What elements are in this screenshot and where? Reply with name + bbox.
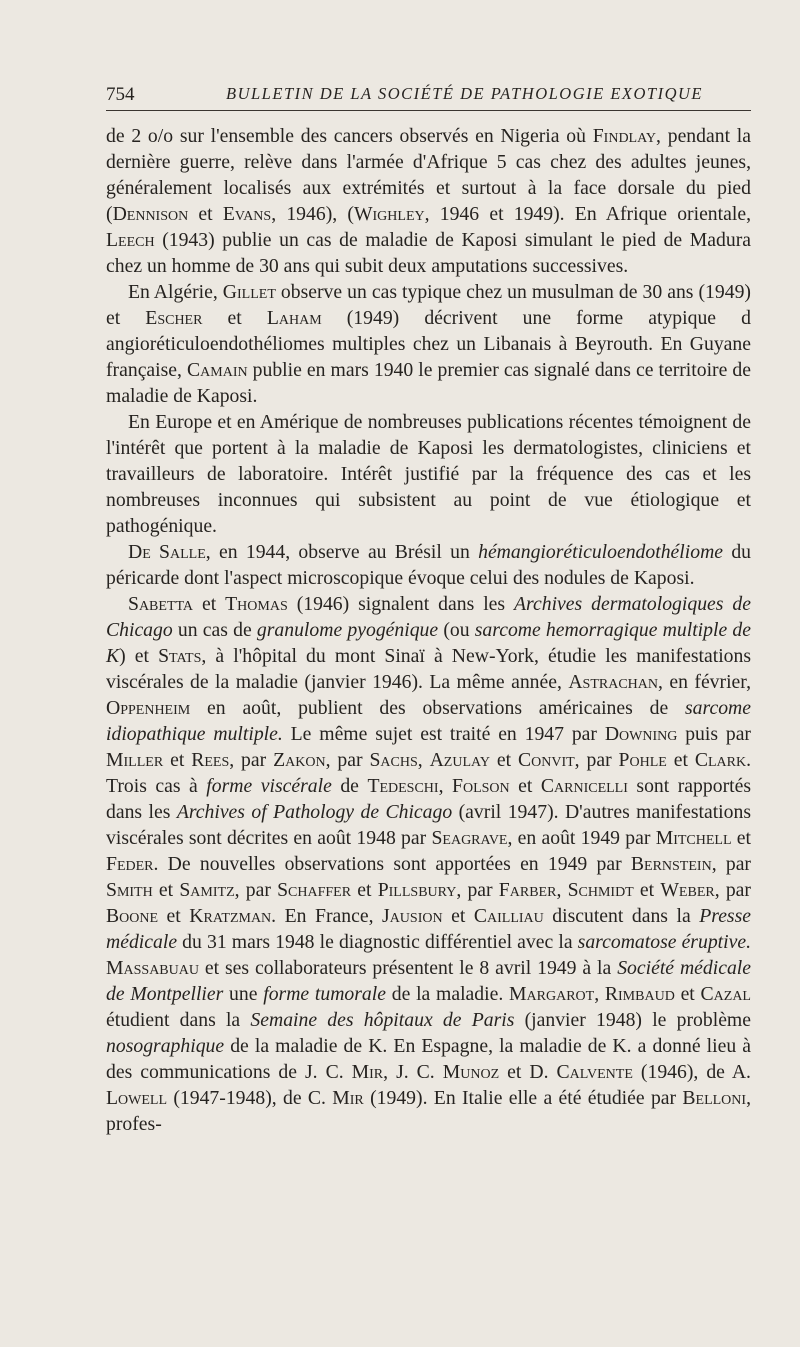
author-name: Rimbaud xyxy=(604,983,675,1005)
author-name: Calvente xyxy=(556,1061,633,1083)
paragraph: Sabetta et Thomas (1946) signalent dans les Archives dermatologiques de Chicago un cas de granulome pyogénique (ou sarcome hemorragique multiple de K) et Stats, à l'hôpital du mont Sinaï à New-York, étudie les manifestations viscérales de la maladie (janvier 1946). La même année, Astrachan, en février, Oppenheim en août, publient des observations américaines de sarcome idiopathique multiple. Le même sujet est traité en 1947 par Downing puis par Miller et Rees, par Zakon, par Sachs, Azulay et Convit, par Pohle et Clark. Trois cas à forme viscérale de Tedeschi, Folson et Carnicelli sont rapportés dans les Archives of Pathology de Chicago (avril 1947). D'autres manifestations viscérales sont décrites en août 1948 par Seagrave, en août 1949 par Mitchell et Feder. De nouvelles observations sont apportées en 1949 par Bernstein, par Smith et Samitz, par Schaffer et Pillsbury, par Farber, Schmidt et Weber, par Boone et Kratzman. En France, Jausion et Cailliau discutent dans la Presse médicale du 31 mars 1948 le diagnostic différentiel avec la sarcomatose éruptive. Massabuau et ses collaborateurs présentent le 8 avril 1949 à la Société médicale de Montpellier une forme tumorale de la maladie. Margarot, Rimbaud et Cazal étudient dans la Semaine des hôpitaux de Paris (janvier 1948) le problème nosographique de la maladie de K. En Espagne, la maladie de K. a donné lieu à des communications de J. C. Mir, J. C. Munoz et D. Calvente (1946), de A. Lowell (1947-1948), de C. Mir (1949). En Italie elle a été étudiée par Belloni, profes- xyxy=(106,593,752,1135)
italic-term: hémangioréticuloendothéliome xyxy=(478,541,724,563)
author-name: Astrachan xyxy=(568,671,659,693)
author-name: Boone xyxy=(106,905,159,927)
author-name: Folson xyxy=(452,775,510,797)
header-rule xyxy=(106,110,751,111)
author-name: Convit xyxy=(517,749,575,771)
author-name: Miller xyxy=(106,749,164,771)
author-name: Oppenheim xyxy=(106,697,191,719)
author-name: Massabuau xyxy=(106,957,199,979)
author-name: Leech xyxy=(106,229,155,251)
author-name: Mitchell xyxy=(655,827,732,849)
author-name: Schaffer xyxy=(277,879,352,901)
author-name: Clark xyxy=(694,749,747,771)
paragraph: En Algérie, Gillet observe un cas typique chez un musulman de 30 ans (1949) et Escher et Laham (1949) décrivent une forme atypique d angioréticuloendothéliomes multiples chez un Libanais à Beyrouth. En Guyane française, Camain publie en mars 1940 le premier cas signalé dans ce territoire de maladie de Kaposi. xyxy=(106,281,751,407)
italic-term: forme tumorale xyxy=(263,983,386,1005)
author-name: Tedeschi xyxy=(367,775,439,797)
author-name: Camain xyxy=(187,359,248,381)
author-name: Laham xyxy=(266,307,322,329)
body-text xyxy=(106,123,751,1137)
author-name: Stats xyxy=(158,645,202,667)
running-title: BULLETIN DE LA SOCIÉTÉ DE PATHOLOGIE EXOTIQUE xyxy=(226,84,703,103)
italic-term: Presse médicale xyxy=(106,905,751,953)
author-name: Dennison xyxy=(112,203,189,225)
author-name: Sabetta xyxy=(128,593,194,615)
author-name: Munoz xyxy=(442,1061,500,1083)
author-name: Jausion xyxy=(382,905,443,927)
author-name: Feder xyxy=(106,853,154,875)
author-name: Samitz xyxy=(179,879,235,901)
author-name: Belloni xyxy=(682,1087,747,1109)
italic-term: granulome pyogénique xyxy=(256,619,439,641)
author-name: Smith xyxy=(106,879,153,901)
author-name: Thomas xyxy=(225,593,288,615)
author-name: Zakon xyxy=(273,749,326,771)
author-name: De Salle xyxy=(128,541,206,563)
page-number: 754 xyxy=(106,84,135,105)
author-name: Pillsbury xyxy=(377,879,457,901)
author-name: Evans xyxy=(222,203,272,225)
author-name: Downing xyxy=(604,723,678,745)
author-name: Lowell xyxy=(106,1087,168,1109)
italic-term: Semaine des hôpitaux de Paris xyxy=(250,1009,515,1031)
author-name: Weber xyxy=(660,879,715,901)
author-name: Schmidt xyxy=(567,879,634,901)
author-name: Farber xyxy=(498,879,557,901)
italic-term: nosographique xyxy=(106,1035,225,1057)
author-name: Escher xyxy=(145,307,203,329)
paragraph: de 2 o/o sur l'ensemble des cancers observés en Nigeria où Findlay, pendant la dernière guerre, relève dans l'armée d'Afrique 5 cas chez des adultes jeunes, généralement localisés aux extrémités et surtout à la face dorsale du pied (Dennison et Evans, 1946), (Wighley, 1946 et 1949). En Afrique orientale, Leech (1943) publie un cas de maladie de Kaposi simulant le pied de Madura chez un homme de 30 ans qui subit deux amputations successives. xyxy=(106,125,751,277)
author-name: Cazal xyxy=(700,983,751,1005)
paragraph: En Europe et en Amérique de nombreuses publications récentes témoignent de l'intérêt que portent à la maladie de Kaposi les dermatologistes, cliniciens et travailleurs de laboratoire. Intérêt justifié par la fréquence des cas et les nombreuses inconnues qui subsistent au point de vue étiologique et pathogénique. xyxy=(106,411,751,537)
italic-term: sarcomatose éruptive. xyxy=(577,931,751,953)
italic-term: Archives of Pathology de Chicago xyxy=(176,801,453,823)
author-name: Pohle xyxy=(618,749,667,771)
italic-term: forme viscérale xyxy=(206,775,332,797)
author-name: Wighley xyxy=(353,203,425,225)
author-name: Cailliau xyxy=(473,905,544,927)
author-name: Mir xyxy=(351,1061,384,1083)
italic-term: Société médicale de Montpellier xyxy=(106,957,752,1005)
paragraph: De Salle, en 1944, observe au Brésil un hémangioréticuloendothéliome du péricarde dont l'aspect microscopique évoque celui des nodules de Kaposi. xyxy=(106,541,752,589)
italic-term: sarcome idiopathique multiple. xyxy=(106,697,751,745)
author-name: Bernstein xyxy=(630,853,712,875)
author-name: Sachs xyxy=(369,749,418,771)
author-name: Azulay xyxy=(429,749,490,771)
italic-term: Archives dermatologiques de Chicago xyxy=(106,593,751,641)
author-name: Findlay xyxy=(592,125,657,147)
page-header xyxy=(106,84,751,108)
author-name: Carnicelli xyxy=(540,775,628,797)
author-name: Mir xyxy=(332,1087,364,1109)
author-name: Margarot xyxy=(509,983,595,1005)
author-name: Seagrave xyxy=(431,827,508,849)
author-name: Rees xyxy=(191,749,230,771)
author-name: Kratzman xyxy=(189,905,272,927)
author-name: Gillet xyxy=(222,281,276,303)
italic-term: sarcome hemorragique multiple de K xyxy=(106,619,751,667)
